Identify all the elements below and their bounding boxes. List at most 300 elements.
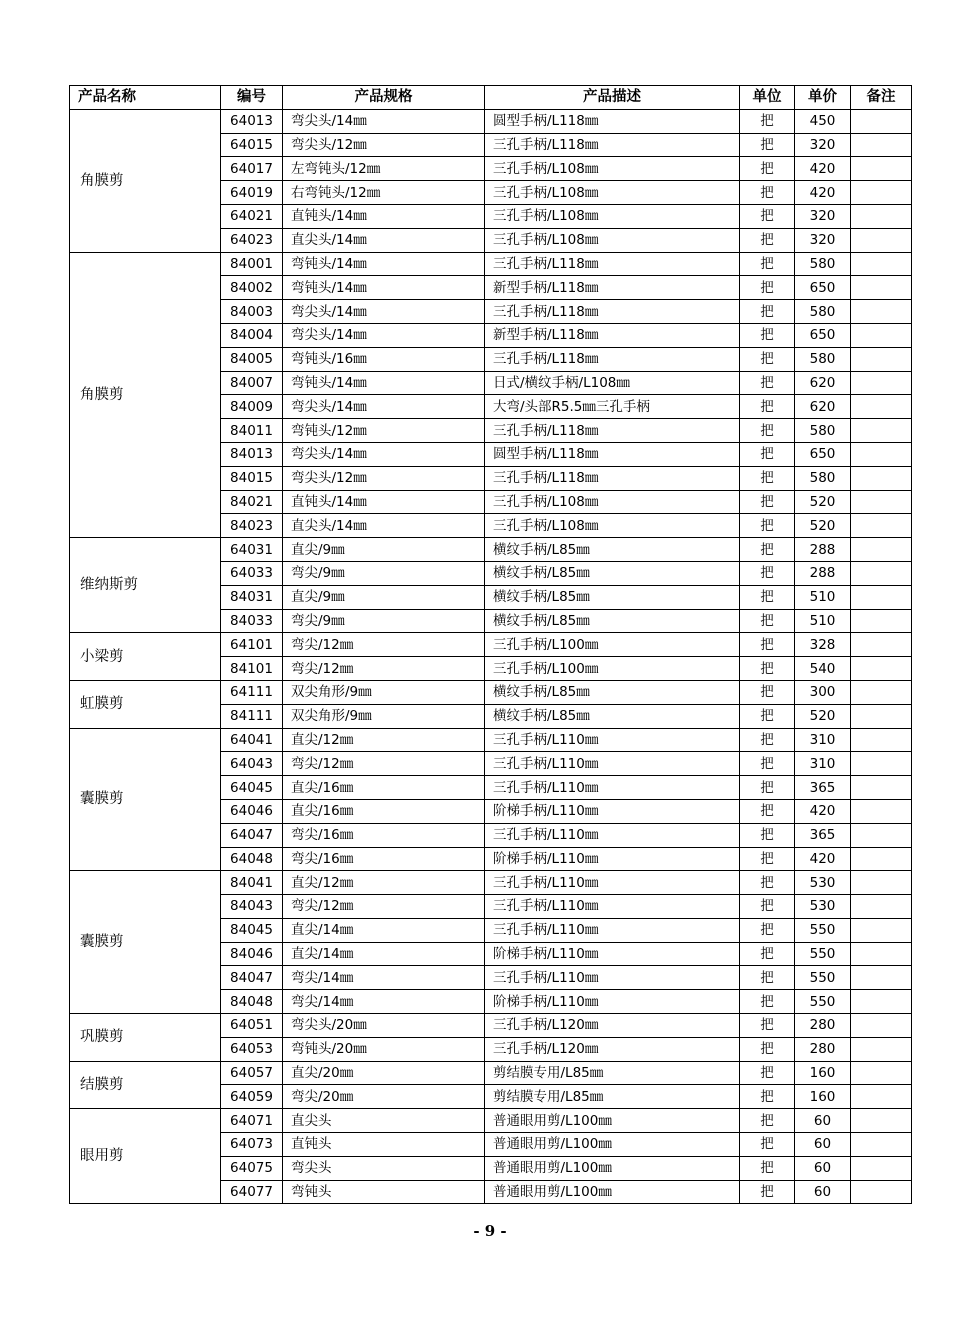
unit-cell: 把 xyxy=(740,1014,795,1038)
unit-cell: 把 xyxy=(740,918,795,942)
price-cell: 320 xyxy=(795,228,851,252)
description-cell: 横纹手柄/L85㎜ xyxy=(485,585,740,609)
description-cell: 新型手柄/L118㎜ xyxy=(485,323,740,347)
note-cell xyxy=(851,466,912,490)
unit-cell: 把 xyxy=(740,1037,795,1061)
code-cell: 64017 xyxy=(221,157,283,181)
code-cell: 64043 xyxy=(221,752,283,776)
description-cell: 阶梯手柄/L110㎜ xyxy=(485,847,740,871)
unit-cell: 把 xyxy=(740,823,795,847)
description-cell: 横纹手柄/L85㎜ xyxy=(485,561,740,585)
spec-cell: 弯钝头/14㎜ xyxy=(283,252,485,276)
description-cell: 三孔手柄/L108㎜ xyxy=(485,157,740,181)
code-cell: 64047 xyxy=(221,823,283,847)
spec-cell: 弯钝头/20㎜ xyxy=(283,1037,485,1061)
spec-cell: 直钝头/14㎜ xyxy=(283,204,485,228)
spec-cell: 直尖/20㎜ xyxy=(283,1061,485,1085)
product-name-cell: 囊膜剪 xyxy=(70,728,221,871)
note-cell xyxy=(851,728,912,752)
description-cell: 三孔手柄/L110㎜ xyxy=(485,871,740,895)
spec-cell: 直尖头 xyxy=(283,1109,485,1133)
price-cell: 620 xyxy=(795,395,851,419)
header-spec: 产品规格 xyxy=(283,86,485,110)
unit-cell: 把 xyxy=(740,442,795,466)
product-name-cell: 角膜剪 xyxy=(70,109,221,252)
unit-cell: 把 xyxy=(740,371,795,395)
note-cell xyxy=(851,157,912,181)
description-cell: 横纹手柄/L85㎜ xyxy=(485,704,740,728)
price-cell: 280 xyxy=(795,1037,851,1061)
code-cell: 84031 xyxy=(221,585,283,609)
table-row xyxy=(70,109,912,133)
unit-cell: 把 xyxy=(740,776,795,800)
note-cell xyxy=(851,371,912,395)
price-cell: 300 xyxy=(795,680,851,704)
code-cell: 64071 xyxy=(221,1109,283,1133)
unit-cell: 把 xyxy=(740,252,795,276)
spec-cell: 直尖/14㎜ xyxy=(283,942,485,966)
unit-cell: 把 xyxy=(740,1061,795,1085)
code-cell: 64045 xyxy=(221,776,283,800)
header-unit: 单位 xyxy=(740,86,795,110)
description-cell: 三孔手柄/L108㎜ xyxy=(485,514,740,538)
price-cell: 60 xyxy=(795,1133,851,1157)
product-name-cell: 囊膜剪 xyxy=(70,871,221,1014)
note-cell xyxy=(851,799,912,823)
price-cell: 580 xyxy=(795,300,851,324)
description-cell: 普通眼用剪/L100㎜ xyxy=(485,1180,740,1204)
code-cell: 64041 xyxy=(221,728,283,752)
note-cell xyxy=(851,442,912,466)
table-row xyxy=(70,1109,912,1133)
unit-cell: 把 xyxy=(740,966,795,990)
table-row xyxy=(70,1061,912,1085)
product-name-cell: 角膜剪 xyxy=(70,252,221,538)
spec-cell: 弯尖/14㎜ xyxy=(283,990,485,1014)
description-cell: 日式/横纹手柄/L108㎜ xyxy=(485,371,740,395)
note-cell xyxy=(851,1156,912,1180)
unit-cell: 把 xyxy=(740,990,795,1014)
unit-cell: 把 xyxy=(740,1109,795,1133)
price-cell: 328 xyxy=(795,633,851,657)
description-cell: 普通眼用剪/L100㎜ xyxy=(485,1156,740,1180)
spec-cell: 弯钝头/14㎜ xyxy=(283,276,485,300)
unit-cell: 把 xyxy=(740,728,795,752)
description-cell: 三孔手柄/L118㎜ xyxy=(485,133,740,157)
code-cell: 64013 xyxy=(221,109,283,133)
spec-cell: 弯尖/12㎜ xyxy=(283,657,485,681)
code-cell: 64021 xyxy=(221,204,283,228)
note-cell xyxy=(851,561,912,585)
description-cell: 剪结膜专用/L85㎜ xyxy=(485,1085,740,1109)
note-cell xyxy=(851,1180,912,1204)
price-cell: 60 xyxy=(795,1180,851,1204)
unit-cell: 把 xyxy=(740,133,795,157)
spec-cell: 直钝头 xyxy=(283,1133,485,1157)
note-cell xyxy=(851,276,912,300)
code-cell: 64057 xyxy=(221,1061,283,1085)
note-cell xyxy=(851,990,912,1014)
description-cell: 普通眼用剪/L100㎜ xyxy=(485,1133,740,1157)
unit-cell: 把 xyxy=(740,1156,795,1180)
note-cell xyxy=(851,109,912,133)
product-name-cell: 维纳斯剪 xyxy=(70,538,221,633)
unit-cell: 把 xyxy=(740,680,795,704)
note-cell xyxy=(851,419,912,443)
code-cell: 64077 xyxy=(221,1180,283,1204)
price-cell: 288 xyxy=(795,561,851,585)
note-cell xyxy=(851,918,912,942)
description-cell: 三孔手柄/L108㎜ xyxy=(485,204,740,228)
description-cell: 三孔手柄/L110㎜ xyxy=(485,966,740,990)
spec-cell: 直尖/14㎜ xyxy=(283,918,485,942)
note-cell xyxy=(851,823,912,847)
unit-cell: 把 xyxy=(740,514,795,538)
spec-cell: 直尖/12㎜ xyxy=(283,871,485,895)
code-cell: 64101 xyxy=(221,633,283,657)
spec-cell: 弯尖头/14㎜ xyxy=(283,109,485,133)
spec-cell: 弯尖/16㎜ xyxy=(283,823,485,847)
note-cell xyxy=(851,347,912,371)
description-cell: 三孔手柄/L118㎜ xyxy=(485,300,740,324)
code-cell: 64053 xyxy=(221,1037,283,1061)
note-cell xyxy=(851,776,912,800)
description-cell: 圆型手柄/L118㎜ xyxy=(485,442,740,466)
description-cell: 三孔手柄/L110㎜ xyxy=(485,895,740,919)
description-cell: 阶梯手柄/L110㎜ xyxy=(485,942,740,966)
spec-cell: 弯尖/9㎜ xyxy=(283,609,485,633)
code-cell: 84013 xyxy=(221,442,283,466)
code-cell: 84009 xyxy=(221,395,283,419)
spec-cell: 弯尖头/14㎜ xyxy=(283,442,485,466)
code-cell: 84003 xyxy=(221,300,283,324)
unit-cell: 把 xyxy=(740,895,795,919)
spec-cell: 双尖角形/9㎜ xyxy=(283,680,485,704)
code-cell: 84002 xyxy=(221,276,283,300)
note-cell xyxy=(851,1061,912,1085)
spec-cell: 直尖头/14㎜ xyxy=(283,228,485,252)
code-cell: 84047 xyxy=(221,966,283,990)
code-cell: 64073 xyxy=(221,1133,283,1157)
description-cell: 阶梯手柄/L110㎜ xyxy=(485,799,740,823)
note-cell xyxy=(851,609,912,633)
note-cell xyxy=(851,942,912,966)
note-cell xyxy=(851,657,912,681)
header-code: 编号 xyxy=(221,86,283,110)
note-cell xyxy=(851,966,912,990)
spec-cell: 弯尖/12㎜ xyxy=(283,895,485,919)
page-number: - 9 - xyxy=(473,1222,507,1240)
code-cell: 84048 xyxy=(221,990,283,1014)
spec-cell: 弯尖头/20㎜ xyxy=(283,1014,485,1038)
price-cell: 620 xyxy=(795,371,851,395)
description-cell: 三孔手柄/L110㎜ xyxy=(485,918,740,942)
description-cell: 三孔手柄/L118㎜ xyxy=(485,252,740,276)
price-cell: 520 xyxy=(795,704,851,728)
code-cell: 84111 xyxy=(221,704,283,728)
price-cell: 420 xyxy=(795,157,851,181)
code-cell: 64033 xyxy=(221,561,283,585)
note-cell xyxy=(851,538,912,562)
note-cell xyxy=(851,1014,912,1038)
code-cell: 84015 xyxy=(221,466,283,490)
unit-cell: 把 xyxy=(740,585,795,609)
unit-cell: 把 xyxy=(740,561,795,585)
unit-cell: 把 xyxy=(740,871,795,895)
table-row xyxy=(70,252,912,276)
description-cell: 横纹手柄/L85㎜ xyxy=(485,609,740,633)
unit-cell: 把 xyxy=(740,704,795,728)
spec-cell: 双尖角形/9㎜ xyxy=(283,704,485,728)
unit-cell: 把 xyxy=(740,847,795,871)
description-cell: 大弯/头部R5.5㎜三孔手柄 xyxy=(485,395,740,419)
price-cell: 530 xyxy=(795,871,851,895)
spec-cell: 弯尖头/14㎜ xyxy=(283,300,485,324)
code-cell: 84041 xyxy=(221,871,283,895)
note-cell xyxy=(851,300,912,324)
description-cell: 三孔手柄/L110㎜ xyxy=(485,776,740,800)
code-cell: 64111 xyxy=(221,680,283,704)
description-cell: 三孔手柄/L108㎜ xyxy=(485,181,740,205)
price-cell: 550 xyxy=(795,918,851,942)
code-cell: 84005 xyxy=(221,347,283,371)
code-cell: 84101 xyxy=(221,657,283,681)
description-cell: 三孔手柄/L100㎜ xyxy=(485,657,740,681)
spec-cell: 弯尖头/12㎜ xyxy=(283,466,485,490)
unit-cell: 把 xyxy=(740,942,795,966)
description-cell: 三孔手柄/L110㎜ xyxy=(485,752,740,776)
spec-cell: 直尖/9㎜ xyxy=(283,585,485,609)
spec-cell: 弯尖头/14㎜ xyxy=(283,323,485,347)
price-cell: 530 xyxy=(795,895,851,919)
description-cell: 三孔手柄/L110㎜ xyxy=(485,823,740,847)
unit-cell: 把 xyxy=(740,300,795,324)
header-row xyxy=(70,86,912,110)
note-cell xyxy=(851,133,912,157)
product-name-cell: 结膜剪 xyxy=(70,1061,221,1109)
spec-cell: 直尖头/14㎜ xyxy=(283,514,485,538)
note-cell xyxy=(851,395,912,419)
unit-cell: 把 xyxy=(740,490,795,514)
spec-cell: 右弯钝头/12㎜ xyxy=(283,181,485,205)
code-cell: 64019 xyxy=(221,181,283,205)
unit-cell: 把 xyxy=(740,799,795,823)
spec-cell: 直尖/16㎜ xyxy=(283,776,485,800)
price-cell: 60 xyxy=(795,1156,851,1180)
unit-cell: 把 xyxy=(740,228,795,252)
note-cell xyxy=(851,680,912,704)
table-row xyxy=(70,680,912,704)
price-cell: 280 xyxy=(795,1014,851,1038)
description-cell: 三孔手柄/L108㎜ xyxy=(485,490,740,514)
spec-cell: 弯钝头/12㎜ xyxy=(283,419,485,443)
price-cell: 420 xyxy=(795,847,851,871)
unit-cell: 把 xyxy=(740,1180,795,1204)
description-cell: 横纹手柄/L85㎜ xyxy=(485,538,740,562)
spec-cell: 弯尖/20㎜ xyxy=(283,1085,485,1109)
note-cell xyxy=(851,871,912,895)
note-cell xyxy=(851,704,912,728)
code-cell: 84007 xyxy=(221,371,283,395)
price-cell: 160 xyxy=(795,1085,851,1109)
spec-cell: 弯尖头/12㎜ xyxy=(283,133,485,157)
spec-cell: 直尖/12㎜ xyxy=(283,728,485,752)
note-cell xyxy=(851,1037,912,1061)
table-row xyxy=(70,728,912,752)
price-cell: 510 xyxy=(795,585,851,609)
price-cell: 650 xyxy=(795,323,851,347)
description-cell: 三孔手柄/L120㎜ xyxy=(485,1014,740,1038)
description-cell: 阶梯手柄/L110㎜ xyxy=(485,990,740,1014)
unit-cell: 把 xyxy=(740,323,795,347)
spec-cell: 直尖/16㎜ xyxy=(283,799,485,823)
unit-cell: 把 xyxy=(740,657,795,681)
price-cell: 520 xyxy=(795,490,851,514)
price-cell: 160 xyxy=(795,1061,851,1085)
description-cell: 圆型手柄/L118㎜ xyxy=(485,109,740,133)
note-cell xyxy=(851,181,912,205)
note-cell xyxy=(851,752,912,776)
code-cell: 84004 xyxy=(221,323,283,347)
code-cell: 64046 xyxy=(221,799,283,823)
code-cell: 64023 xyxy=(221,228,283,252)
price-cell: 450 xyxy=(795,109,851,133)
code-cell: 84045 xyxy=(221,918,283,942)
header-description: 产品描述 xyxy=(485,86,740,110)
price-cell: 60 xyxy=(795,1109,851,1133)
header-product-name: 产品名称 xyxy=(70,86,221,110)
description-cell: 三孔手柄/L118㎜ xyxy=(485,466,740,490)
note-cell xyxy=(851,514,912,538)
spec-cell: 弯尖/12㎜ xyxy=(283,752,485,776)
note-cell xyxy=(851,490,912,514)
description-cell: 横纹手柄/L85㎜ xyxy=(485,680,740,704)
description-cell: 剪结膜专用/L85㎜ xyxy=(485,1061,740,1085)
price-cell: 365 xyxy=(795,823,851,847)
table-row xyxy=(70,871,912,895)
description-cell: 三孔手柄/L120㎜ xyxy=(485,1037,740,1061)
spec-cell: 直尖/9㎜ xyxy=(283,538,485,562)
description-cell: 三孔手柄/L118㎜ xyxy=(485,419,740,443)
price-cell: 580 xyxy=(795,466,851,490)
spec-cell: 弯尖/9㎜ xyxy=(283,561,485,585)
description-cell: 三孔手柄/L108㎜ xyxy=(485,228,740,252)
code-cell: 64015 xyxy=(221,133,283,157)
price-cell: 550 xyxy=(795,990,851,1014)
unit-cell: 把 xyxy=(740,609,795,633)
spec-cell: 弯钝头/14㎜ xyxy=(283,371,485,395)
price-cell: 550 xyxy=(795,966,851,990)
price-cell: 650 xyxy=(795,442,851,466)
description-cell: 三孔手柄/L100㎜ xyxy=(485,633,740,657)
price-cell: 650 xyxy=(795,276,851,300)
spec-cell: 直钝头/14㎜ xyxy=(283,490,485,514)
price-cell: 540 xyxy=(795,657,851,681)
spec-cell: 弯尖头 xyxy=(283,1156,485,1180)
spec-cell: 左弯钝头/12㎜ xyxy=(283,157,485,181)
spec-cell: 弯钝头/16㎜ xyxy=(283,347,485,371)
table-body xyxy=(70,109,912,1204)
note-cell xyxy=(851,228,912,252)
note-cell xyxy=(851,1085,912,1109)
note-cell xyxy=(851,1109,912,1133)
unit-cell: 把 xyxy=(740,347,795,371)
unit-cell: 把 xyxy=(740,1133,795,1157)
unit-cell: 把 xyxy=(740,395,795,419)
price-cell: 580 xyxy=(795,347,851,371)
header-note: 备注 xyxy=(851,86,912,110)
note-cell xyxy=(851,252,912,276)
product-name-cell: 虹膜剪 xyxy=(70,680,221,728)
note-cell xyxy=(851,633,912,657)
table-row xyxy=(70,538,912,562)
price-cell: 320 xyxy=(795,133,851,157)
price-cell: 510 xyxy=(795,609,851,633)
spec-cell: 弯尖头/14㎜ xyxy=(283,395,485,419)
code-cell: 84043 xyxy=(221,895,283,919)
price-cell: 320 xyxy=(795,204,851,228)
product-name-cell: 眼用剪 xyxy=(70,1109,221,1204)
spec-cell: 弯尖/16㎜ xyxy=(283,847,485,871)
price-cell: 310 xyxy=(795,752,851,776)
description-cell: 三孔手柄/L110㎜ xyxy=(485,728,740,752)
unit-cell: 把 xyxy=(740,752,795,776)
unit-cell: 把 xyxy=(740,204,795,228)
price-cell: 365 xyxy=(795,776,851,800)
price-cell: 580 xyxy=(795,252,851,276)
note-cell xyxy=(851,895,912,919)
code-cell: 84033 xyxy=(221,609,283,633)
price-cell: 580 xyxy=(795,419,851,443)
product-name-cell: 巩膜剪 xyxy=(70,1014,221,1062)
price-cell: 288 xyxy=(795,538,851,562)
code-cell: 64051 xyxy=(221,1014,283,1038)
price-cell: 550 xyxy=(795,942,851,966)
code-cell: 84021 xyxy=(221,490,283,514)
price-cell: 520 xyxy=(795,514,851,538)
unit-cell: 把 xyxy=(740,633,795,657)
unit-cell: 把 xyxy=(740,276,795,300)
code-cell: 64031 xyxy=(221,538,283,562)
unit-cell: 把 xyxy=(740,466,795,490)
note-cell xyxy=(851,847,912,871)
code-cell: 64048 xyxy=(221,847,283,871)
unit-cell: 把 xyxy=(740,109,795,133)
price-table xyxy=(69,85,912,1204)
price-cell: 420 xyxy=(795,181,851,205)
code-cell: 64075 xyxy=(221,1156,283,1180)
description-cell: 新型手柄/L118㎜ xyxy=(485,276,740,300)
code-cell: 64059 xyxy=(221,1085,283,1109)
spec-cell: 弯尖/12㎜ xyxy=(283,633,485,657)
code-cell: 84046 xyxy=(221,942,283,966)
unit-cell: 把 xyxy=(740,538,795,562)
note-cell xyxy=(851,1133,912,1157)
spec-cell: 弯钝头 xyxy=(283,1180,485,1204)
description-cell: 三孔手柄/L118㎜ xyxy=(485,347,740,371)
header-price: 单价 xyxy=(795,86,851,110)
code-cell: 84011 xyxy=(221,419,283,443)
code-cell: 84023 xyxy=(221,514,283,538)
table-row xyxy=(70,1014,912,1038)
price-cell: 310 xyxy=(795,728,851,752)
unit-cell: 把 xyxy=(740,1085,795,1109)
code-cell: 84001 xyxy=(221,252,283,276)
product-name-cell: 小梁剪 xyxy=(70,633,221,681)
table-row xyxy=(70,633,912,657)
description-cell: 普通眼用剪/L100㎜ xyxy=(485,1109,740,1133)
unit-cell: 把 xyxy=(740,419,795,443)
